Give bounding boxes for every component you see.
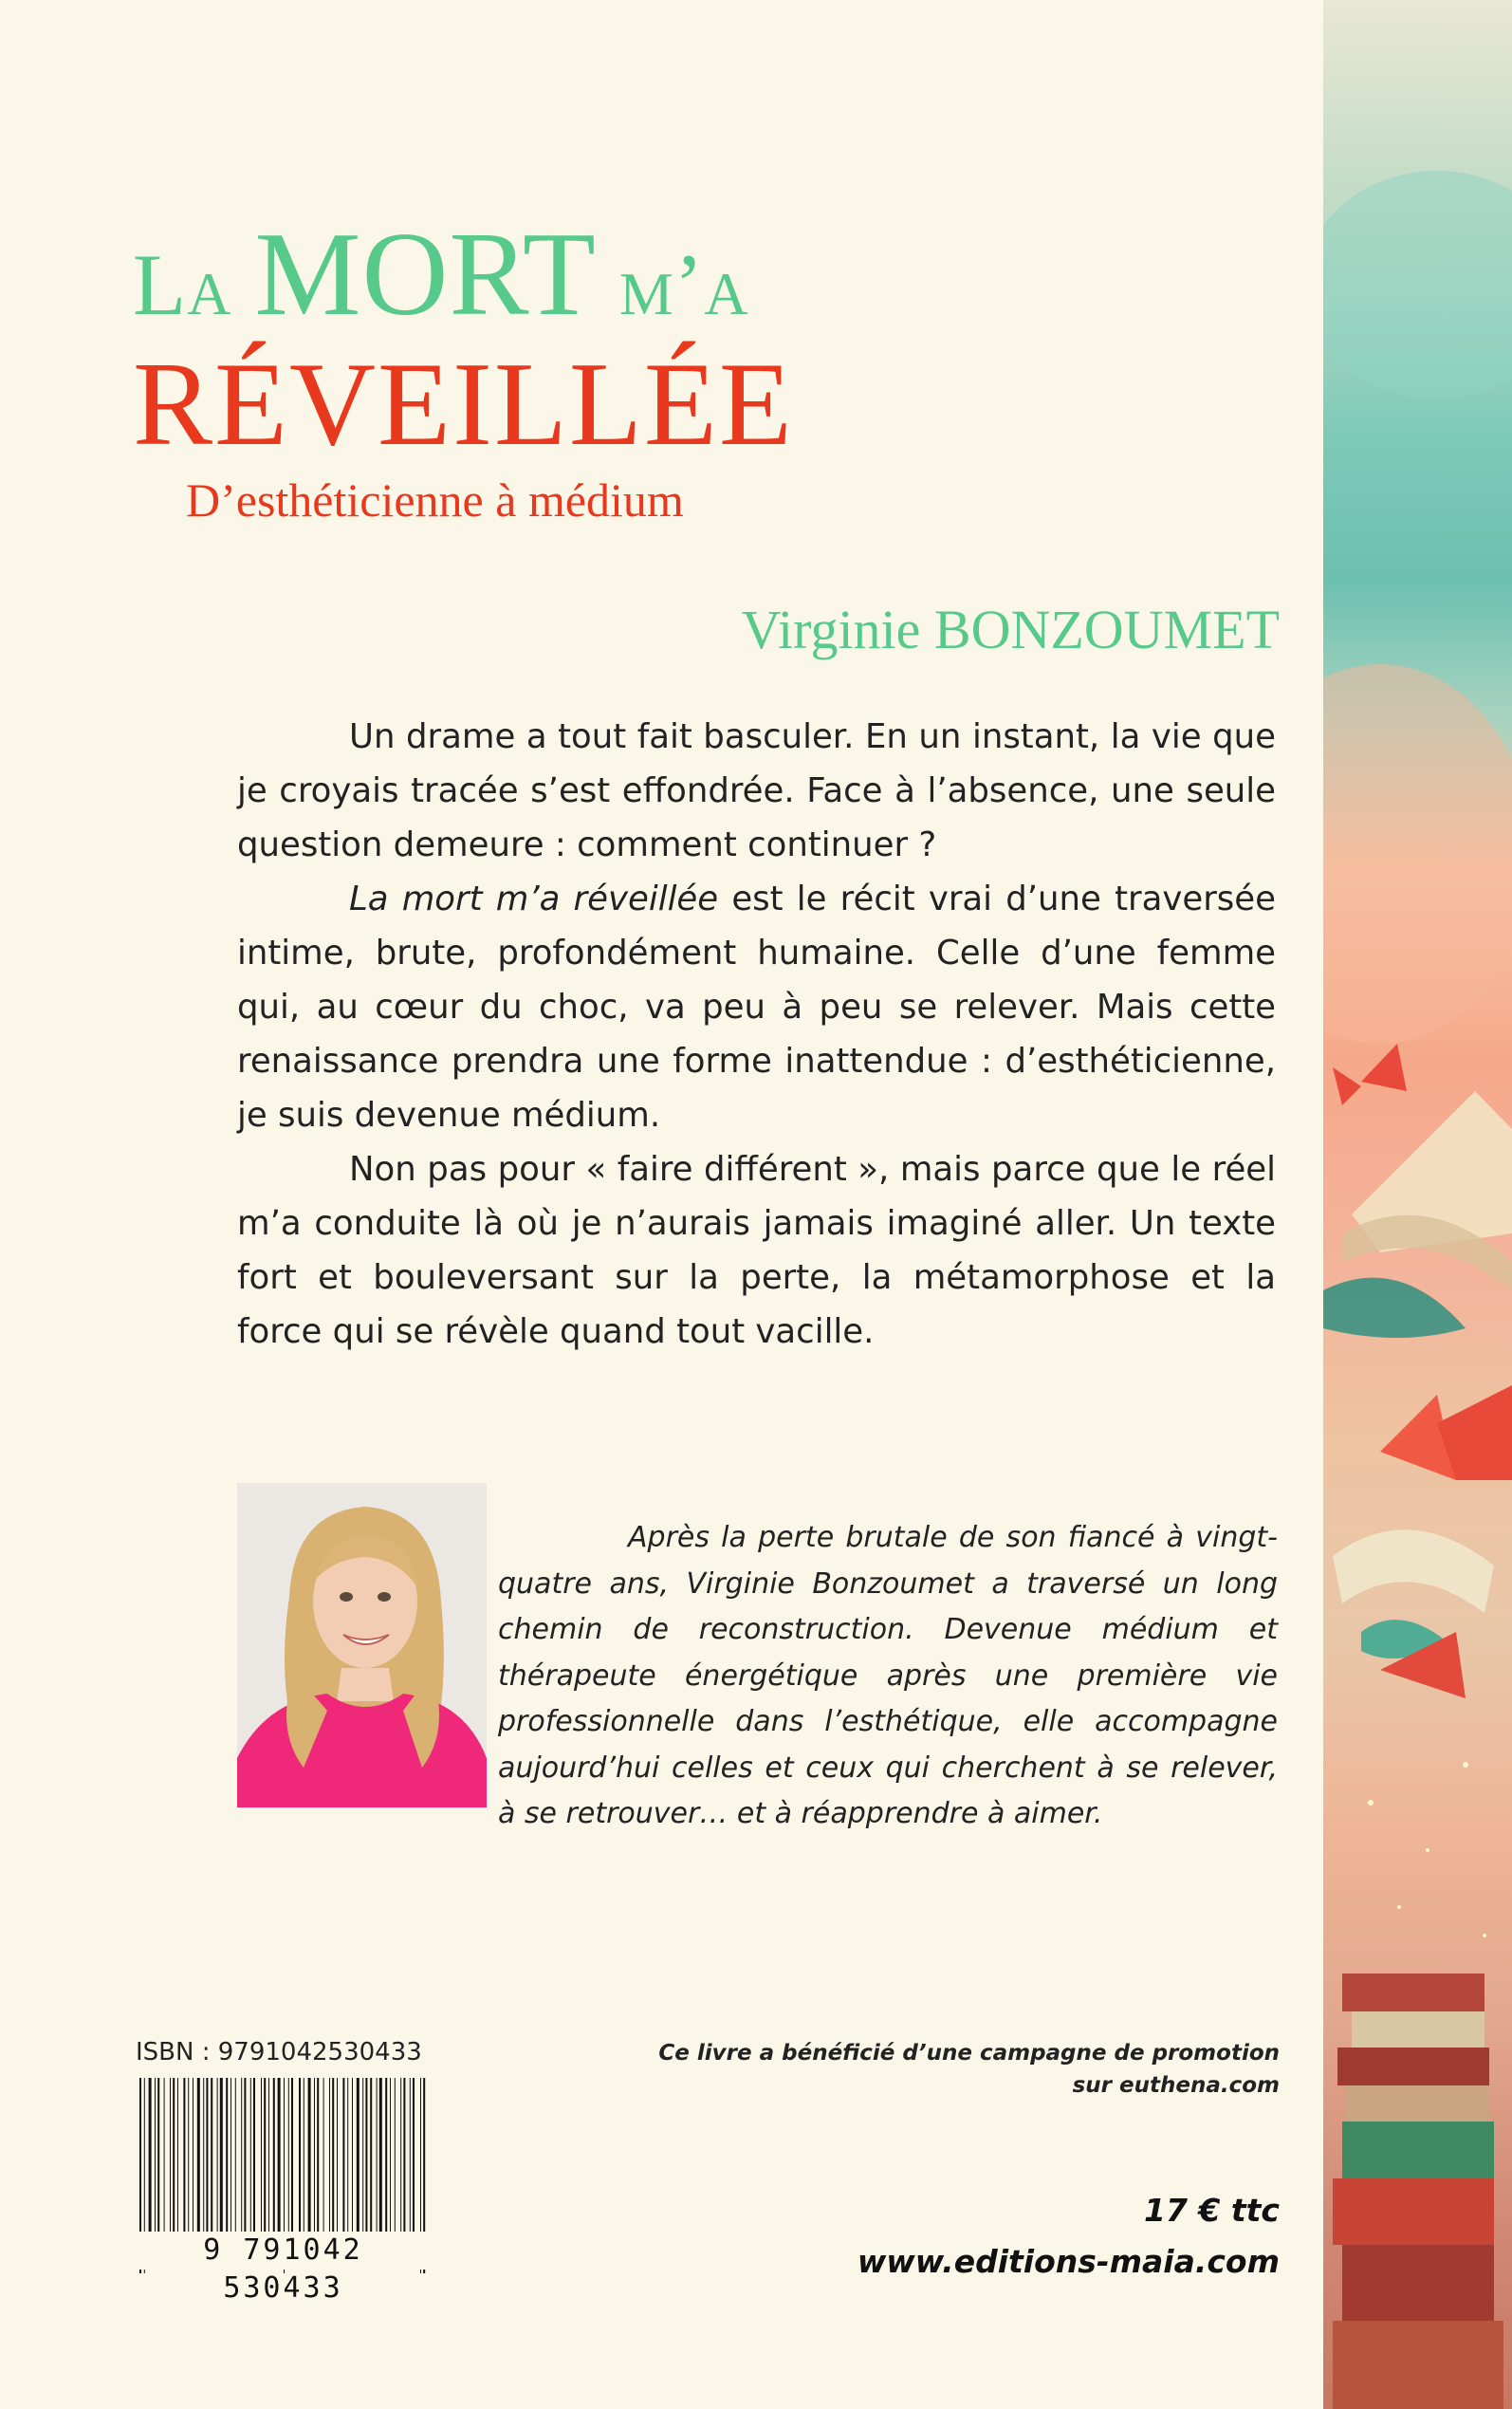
barcode-bar [170, 2078, 171, 2232]
blurb-paragraph-2-text: est le récit vrai d’une traversée intime, brute, profondément humaine. Celle d’une femme qui, au cœur du choc, va peu à peu se relever. Mais cette renaissance prendra une forme inattendue : d’esthéticienne, je suis devenue médium. [237, 880, 1276, 1135]
promotion-line-1: Ce livre a bénéficié d’une campagne de promotion [658, 2041, 1280, 2066]
barcode-bar [317, 2078, 319, 2232]
barcode-bar [188, 2078, 189, 2232]
barcode-bar [230, 2078, 231, 2232]
barcode-bar [413, 2078, 415, 2232]
barcode-bar [314, 2078, 315, 2232]
barcode-bar [370, 2078, 372, 2232]
barcode-bar [347, 2078, 348, 2232]
barcode-bar [173, 2078, 175, 2232]
barcode-bar [410, 2078, 411, 2232]
barcode-bar [352, 2078, 353, 2232]
barcode-bar [379, 2078, 382, 2232]
barcode-bar [385, 2078, 387, 2232]
promotion-line-2: sur euthena.com [1072, 2073, 1280, 2098]
blurb-paragraph-2 [237, 872, 1276, 1142]
barcode-bar [253, 2078, 255, 2232]
blurb-paragraph-1: Un drame a tout fait basculer. En un instant, la vie que je croyais tracée s’est effondrée. Face à l’absence, une seule question demeure : comment continuer ? [237, 717, 1276, 864]
barcode-bar [273, 2078, 275, 2232]
title-line-2: RÉVEILLÉE [133, 339, 794, 471]
back-cover-blurb [237, 710, 1276, 1359]
barcode-bar [149, 2078, 152, 2232]
barcode-bar [197, 2078, 200, 2232]
barcode-bar [365, 2078, 367, 2232]
bio-text: Après la perte brutale de son fiancé à vingt-quatre ans, Virginie Bonzoumet a traversé un long chemin de reconstruction. Devenue médium et thérapeute énergétique après une première vie professionnelle dans l’esthétique, elle accompagne aujourd’hui celles et ceux qui cherchent à se relever, à se retrouver… et à réapprendre à aimer. [498, 1521, 1278, 1830]
barcode-bar [211, 2078, 212, 2232]
barcode-bar [390, 2078, 391, 2232]
barcode-bar [268, 2078, 269, 2232]
subtitle: D’esthéticienne à médium [186, 473, 684, 527]
barcode-bar [241, 2078, 242, 2232]
barcode-bar [220, 2078, 223, 2232]
author-photo [237, 1483, 487, 1807]
isbn-label: ISBN : 9791042530433 [136, 2038, 422, 2066]
author-portrait-image [237, 1483, 487, 1807]
barcode-bar [217, 2078, 218, 2232]
blurb-book-title: La mort m’a réveillée [349, 880, 719, 918]
barcode-bar [226, 2078, 228, 2232]
barcode-bar [264, 2078, 266, 2232]
publisher-website[interactable]: www.editions-maia.com [857, 2243, 1280, 2280]
barcode-bar [261, 2078, 262, 2232]
barcode-bar [377, 2078, 378, 2232]
barcode-bar [395, 2078, 396, 2232]
barcode-bar [337, 2078, 338, 2232]
title-la: La [133, 236, 255, 333]
barcode-bar [357, 2078, 360, 2232]
barcode-bar [157, 2078, 159, 2232]
barcode-bar [206, 2078, 208, 2232]
barcode-bar [323, 2078, 324, 2232]
price: 17 € ttc [1144, 2192, 1280, 2229]
title-line-1 [133, 207, 749, 343]
barcode-bar [329, 2078, 330, 2232]
cover-art-strip [1323, 0, 1512, 2409]
author-biography [498, 1515, 1278, 1838]
promotion-notice [658, 2037, 1280, 2102]
barcode-bar [332, 2078, 334, 2232]
title-mort: MORT [254, 209, 597, 341]
barcode-bar [299, 2078, 301, 2232]
butterflies-books-illustration [1323, 0, 1512, 2409]
barcode-bar [164, 2078, 165, 2232]
barcode-bar [288, 2078, 289, 2232]
title-ma: m’a [596, 236, 749, 333]
barcode-bar [155, 2078, 156, 2232]
barcode-bar [308, 2078, 311, 2232]
barcode-bar [183, 2078, 185, 2232]
barcode-bar [203, 2078, 204, 2232]
barcode-bar [342, 2078, 344, 2232]
barcode-bar [244, 2078, 246, 2232]
barcode-bar [362, 2078, 363, 2232]
barcode-bar [291, 2078, 293, 2232]
barcode-bar [400, 2078, 401, 2232]
barcode-bar [235, 2078, 236, 2232]
barcode-number: 9 791042 530433 [136, 2232, 431, 2270]
barcode-bar [278, 2078, 281, 2232]
author-name: Virginie BONZOUMET [741, 599, 1280, 660]
barcode-bar [250, 2078, 251, 2232]
barcode-bar [193, 2078, 194, 2232]
barcode-bar [177, 2078, 178, 2232]
blurb-paragraph-3: Non pas pour « faire différent », mais parce que le réel m’a conduite là où je n’aurais jamais imaginé aller. Un texte fort et bouleversant sur la perte, la métamorphose et la force qui se révèle quand tout vacille. [237, 1150, 1276, 1351]
barcode-bar [403, 2078, 405, 2232]
